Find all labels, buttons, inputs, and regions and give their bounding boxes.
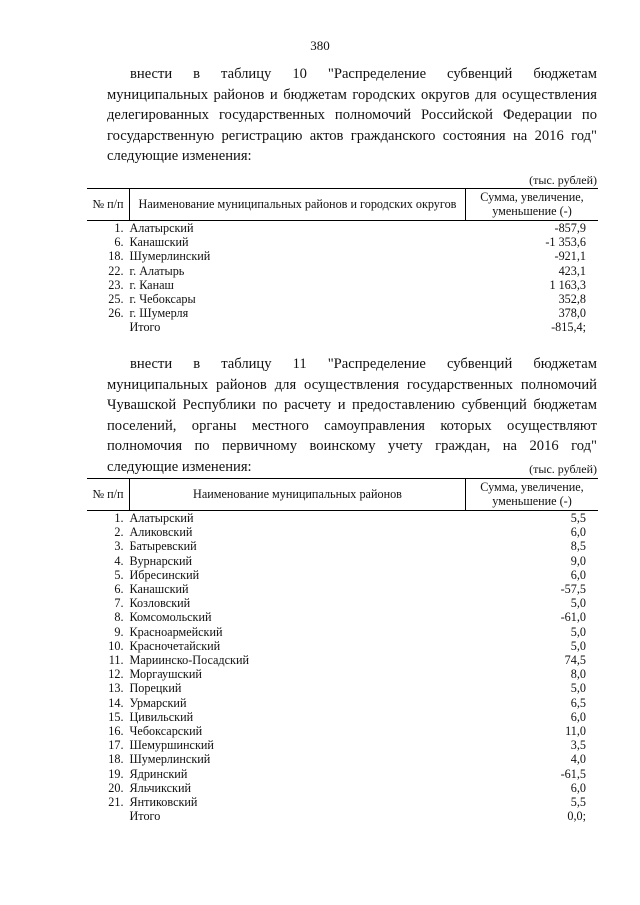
table-header <box>87 189 598 221</box>
row-number: 18. <box>108 249 124 264</box>
units-label-1: (тыс. рублей) <box>529 173 597 187</box>
row-name: Шумерлинский <box>129 752 211 767</box>
row-sum: 8,0 <box>570 667 586 682</box>
row-sum: 5,0 <box>570 638 586 653</box>
row-sum: 6,0 <box>570 709 586 724</box>
row-name: Аликовский <box>129 525 193 540</box>
row-sum: 9,0 <box>570 553 586 568</box>
row-number: 19. <box>108 766 124 781</box>
table-row <box>87 511 598 526</box>
row-sum: 6,5 <box>570 695 586 710</box>
row-number: 13. <box>108 681 124 696</box>
table-header <box>87 479 598 511</box>
row-name: Алатырский <box>129 221 194 235</box>
table-row <box>87 667 598 681</box>
row-number: 11. <box>108 653 124 668</box>
paragraph-table11 <box>107 354 597 477</box>
row-sum: 6,0 <box>570 525 586 540</box>
table-row <box>87 582 598 596</box>
table-10 <box>87 188 598 335</box>
table-row <box>87 625 598 639</box>
row-number: 20. <box>108 780 124 795</box>
row-number: 7. <box>114 596 124 611</box>
row-number: 12. <box>108 667 124 682</box>
row-sum: 74,5 <box>564 653 586 668</box>
row-name: Урмарский <box>129 695 187 710</box>
row-name: Вурнарский <box>129 553 193 568</box>
row-sum: 6,0 <box>570 567 586 582</box>
row-sum: -815,4; <box>551 320 586 335</box>
row-name: Порецкий <box>129 681 182 696</box>
row-name: г. Алатырь <box>129 263 185 278</box>
table-row <box>87 610 598 624</box>
row-name: Батыревский <box>129 539 197 554</box>
table-11 <box>87 478 598 823</box>
table-row <box>87 752 598 766</box>
row-sum: -61,0 <box>560 610 586 625</box>
row-sum: 3,5 <box>570 738 586 753</box>
table-row <box>87 554 598 568</box>
table-row <box>87 292 598 306</box>
row-sum: 5,5 <box>570 511 586 525</box>
paragraph-table11-text: внести в таблицу 11 "Распределение субвенций бюджетам муниципальных районов для осуществления государственных полномочий Чувашской Республики по расчету и предоставлению субвенций бюджетам поселений, органы местного самоуправления которых осуществляют полномочия по первичному воинскому учету граждан, на 2016 год" следующие изменения: <box>107 356 597 475</box>
row-name: Янтиковский <box>129 795 198 810</box>
table-row <box>87 320 598 334</box>
row-name: Ядринский <box>129 766 188 781</box>
row-number: 1. <box>114 511 124 525</box>
row-number: 6. <box>114 235 124 250</box>
row-number: 21. <box>108 795 124 810</box>
table-row <box>87 568 598 582</box>
row-sum: 4,0 <box>570 752 586 767</box>
table-row <box>87 681 598 695</box>
row-sum: 352,8 <box>558 292 586 307</box>
table-row <box>87 539 598 553</box>
row-name: Алатырский <box>129 511 194 525</box>
row-sum: 5,0 <box>570 596 586 611</box>
table-row <box>87 724 598 738</box>
row-number <box>87 320 130 334</box>
row-number: 6. <box>114 582 124 597</box>
row-sum: 5,0 <box>570 624 586 639</box>
header-no: № п/п <box>87 189 130 221</box>
row-sum: 5,5 <box>570 795 586 810</box>
row-number: 18. <box>108 752 124 767</box>
row-sum: -57,5 <box>560 582 586 597</box>
table-row <box>87 221 598 236</box>
row-name: г. Чебоксары <box>129 292 196 307</box>
header-sum: Сумма, увеличение, уменьшение (-) <box>466 479 599 511</box>
row-sum: -921,1 <box>554 249 586 264</box>
row-name: Итого <box>129 809 161 824</box>
table-row <box>87 710 598 724</box>
row-number: 10. <box>108 638 124 653</box>
table-row <box>87 235 598 249</box>
row-number: 16. <box>108 724 124 739</box>
row-sum: 5,0 <box>570 681 586 696</box>
header-sum: Сумма, увеличение, уменьшение (-) <box>466 189 599 221</box>
row-number: 4. <box>114 553 124 568</box>
units-label-2: (тыс. рублей) <box>529 462 597 476</box>
row-sum: 11,0 <box>565 724 586 739</box>
row-name: Моргаушский <box>129 667 202 682</box>
row-sum: 0,0; <box>567 809 586 824</box>
row-name: Цивильский <box>129 709 194 724</box>
row-name: Комсомольский <box>129 610 212 625</box>
row-name: Канашский <box>129 235 189 250</box>
table-row <box>87 596 598 610</box>
paragraph-table10-text: внести в таблицу 10 "Распределение субвенций бюджетам муниципальных районов и бюджетам городских округов для осуществления делегированных государственных полномочий Российской Федерации по государственную регистрацию актов гражданского состояния на 2016 год" следующие изменения: <box>107 66 597 164</box>
row-number: 8. <box>114 610 124 625</box>
table-10-body <box>87 221 598 335</box>
table-row <box>87 795 598 809</box>
row-sum: -1 353,6 <box>545 235 586 250</box>
row-sum: -857,9 <box>554 221 586 235</box>
row-sum: 1 163,3 <box>549 277 586 292</box>
row-number: 26. <box>108 306 124 321</box>
row-name: Козловский <box>129 596 191 611</box>
row-number: 25. <box>108 292 124 307</box>
row-name: Итого <box>129 320 161 335</box>
table-row <box>87 278 598 292</box>
table-row <box>87 306 598 320</box>
paragraph-table10 <box>107 64 597 167</box>
table-11-body <box>87 511 598 824</box>
row-number: 17. <box>108 738 124 753</box>
row-name: Шемуршинский <box>129 738 214 753</box>
row-number <box>87 809 130 823</box>
row-number: 5. <box>114 567 124 582</box>
row-sum: 378,0 <box>558 306 586 321</box>
row-sum: 423,1 <box>558 263 586 278</box>
row-number: 22. <box>108 263 124 278</box>
row-name: Канашский <box>129 582 189 597</box>
row-name: Красноармейский <box>129 624 223 639</box>
row-name: Мариинско-Посадский <box>129 653 250 668</box>
table-row <box>87 264 598 278</box>
table-row <box>87 525 598 539</box>
header-name: Наименование муниципальных районов и городских округов <box>130 189 466 221</box>
table-row <box>87 781 598 795</box>
table-row <box>87 639 598 653</box>
page-number: 380 <box>310 38 330 53</box>
table-row <box>87 696 598 710</box>
header-no: № п/п <box>87 479 130 511</box>
table-row <box>87 653 598 667</box>
table-row <box>87 249 598 263</box>
row-name: г. Шумерля <box>129 306 189 321</box>
row-sum: 8,5 <box>570 539 586 554</box>
row-number: 15. <box>108 709 124 724</box>
header-name: Наименование муниципальных районов <box>130 479 466 511</box>
row-name: Шумерлинский <box>129 249 211 264</box>
table-row <box>87 809 598 823</box>
row-name: Чебоксарский <box>129 724 203 739</box>
row-number: 9. <box>114 624 124 639</box>
row-number: 1. <box>114 221 124 235</box>
row-name: г. Канаш <box>129 277 174 292</box>
row-name: Ибресинский <box>129 567 200 582</box>
row-number: 23. <box>108 277 124 292</box>
table-row <box>87 738 598 752</box>
row-number: 3. <box>114 539 124 554</box>
row-sum: -61,5 <box>560 766 586 781</box>
row-number: 2. <box>114 525 124 540</box>
row-name: Яльчикский <box>129 780 191 795</box>
table-row <box>87 767 598 781</box>
row-number: 14. <box>108 695 124 710</box>
row-sum: 6,0 <box>570 780 586 795</box>
row-name: Красночетайский <box>129 638 221 653</box>
